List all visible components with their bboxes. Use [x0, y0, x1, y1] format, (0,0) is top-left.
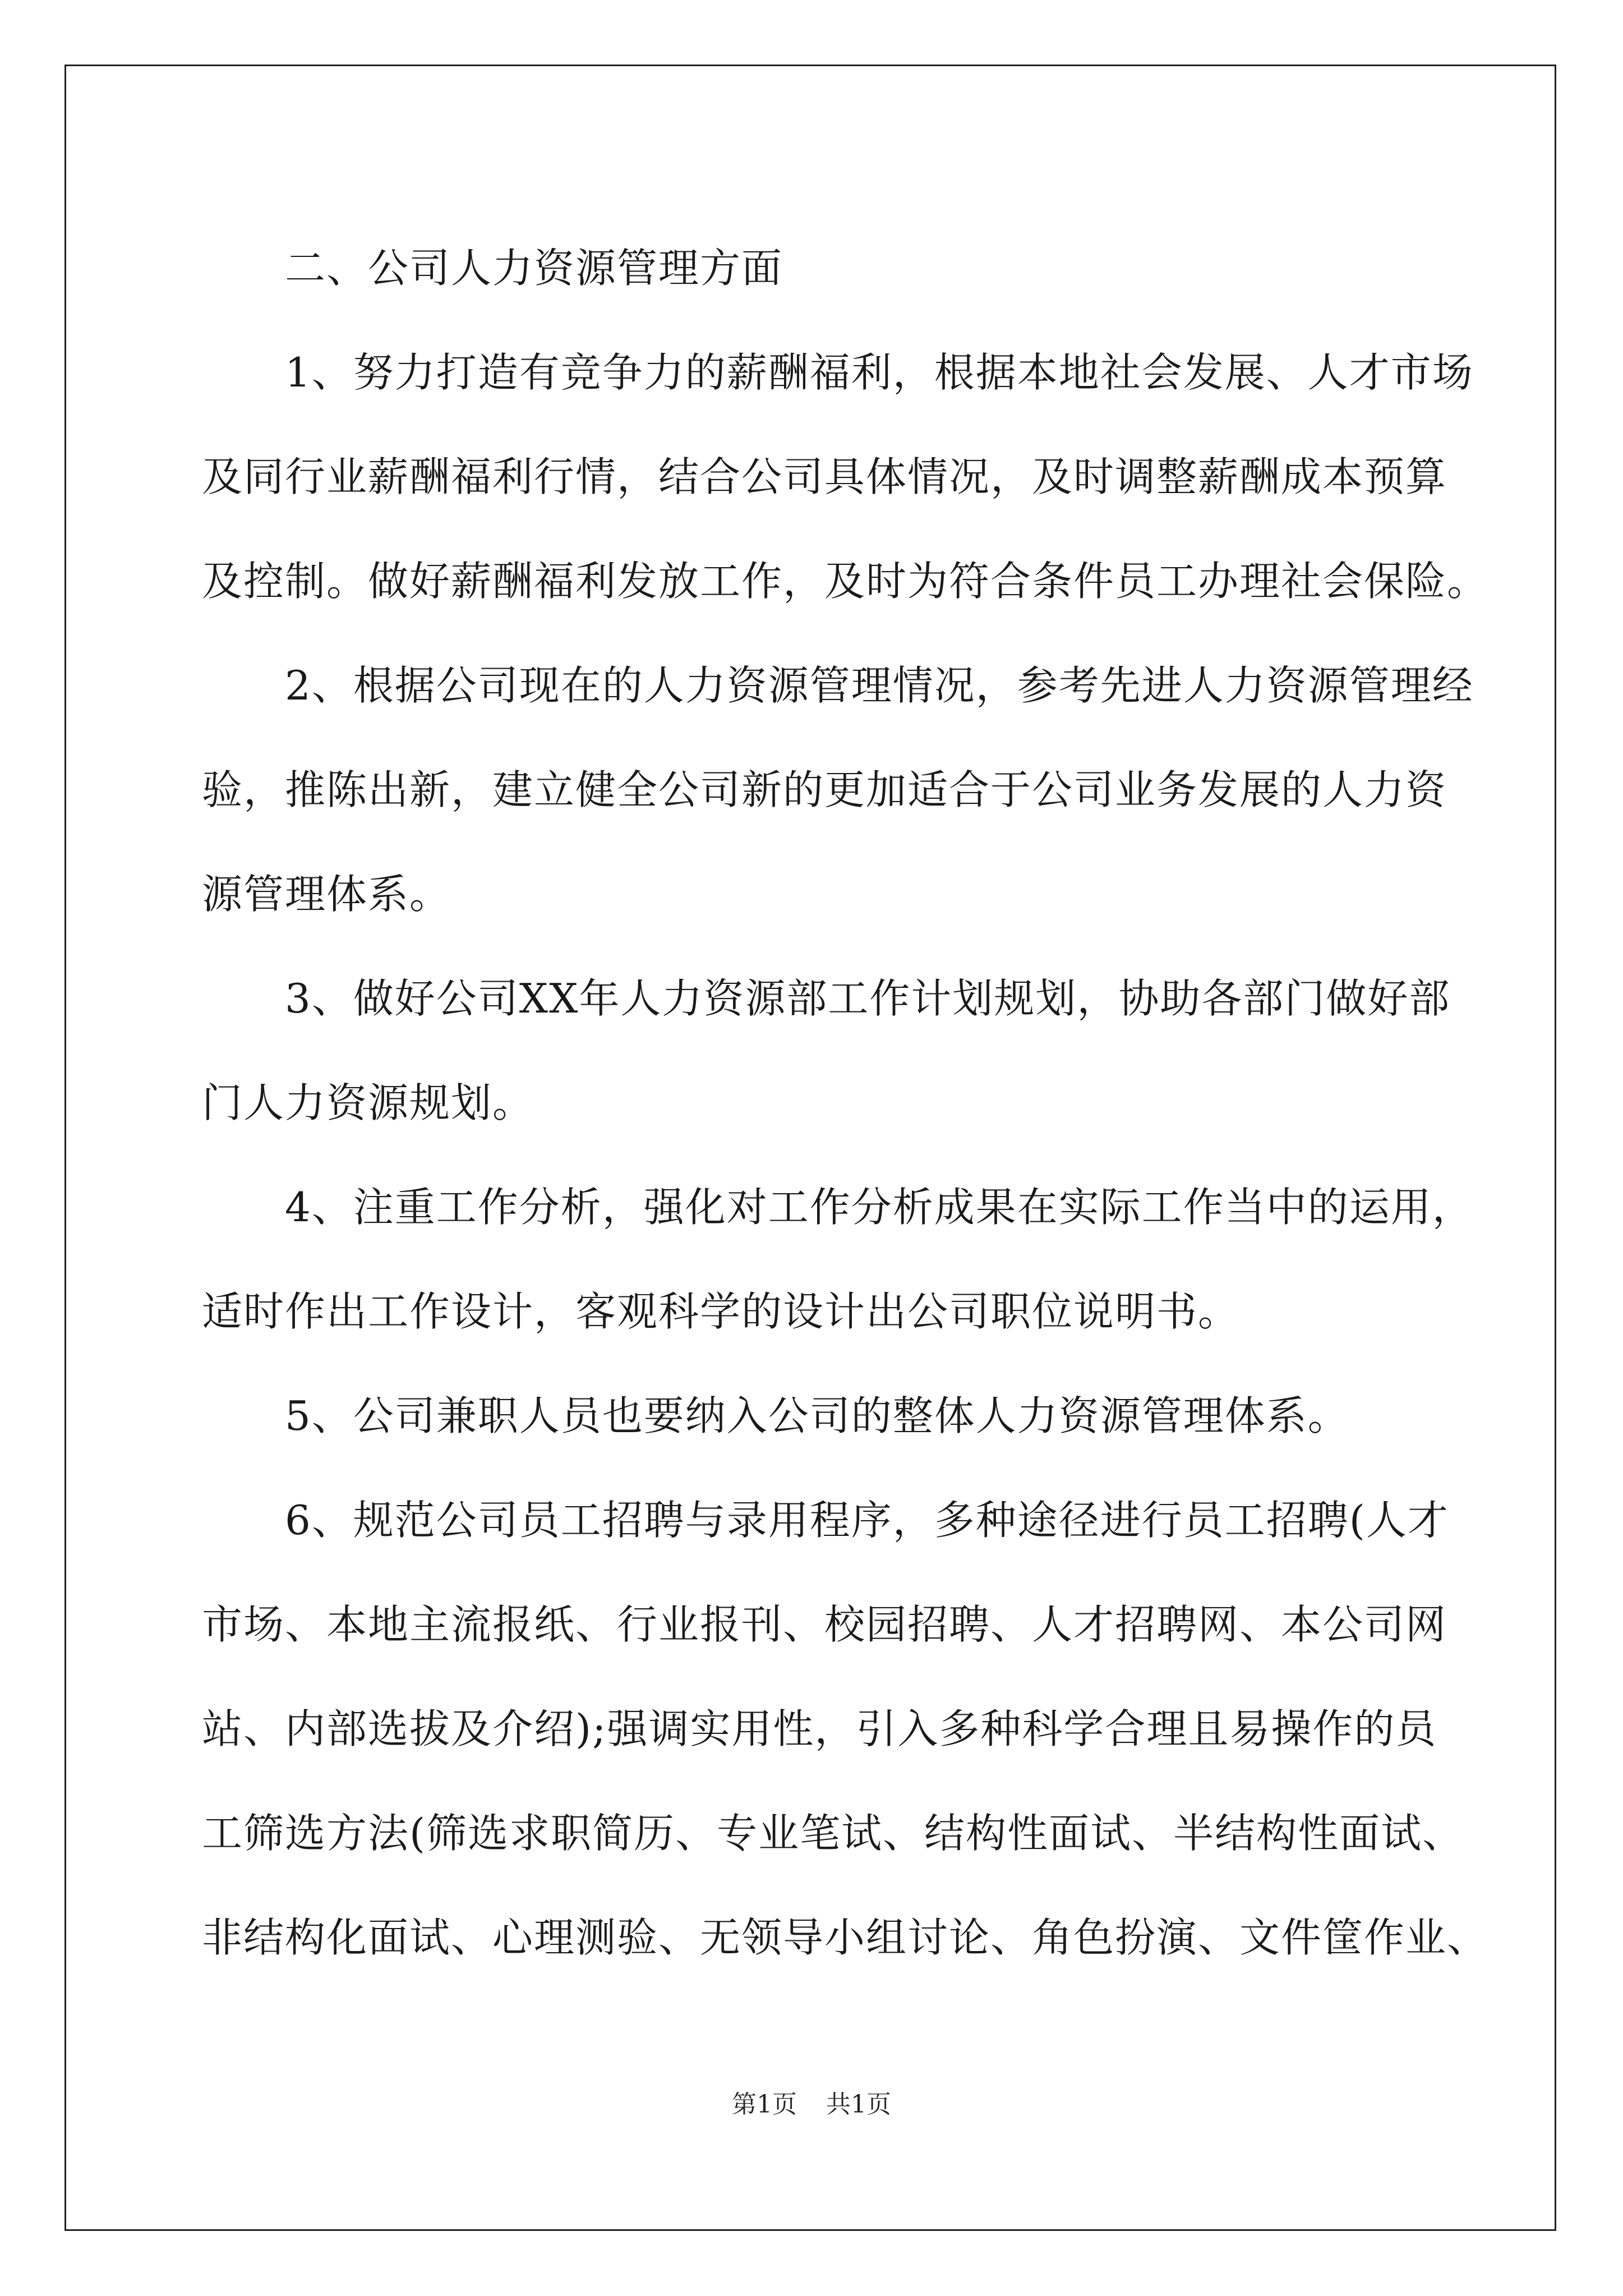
paragraph-2-line-3: 源管理体系。: [202, 871, 451, 918]
paragraph-2-line-2: 验，推陈出新，建立健全公司新的更加适合于公司业务发展的人力资: [202, 766, 1447, 813]
paragraph-6-line-3: 站、内部选拔及介绍);强调实用性，引入多种科学合理且易操作的员: [202, 1705, 1437, 1752]
paragraph-6-line-1: 6、规范公司员工招聘与录用程序，多种途径进行员工招聘(人才: [285, 1497, 1449, 1544]
page-number-current: 第1页: [732, 2090, 797, 2119]
paragraph-3-line-1: 3、做好公司XX年人力资源部工作计划规划，协助各部门做好部: [285, 975, 1451, 1022]
paragraph-3-line-2: 门人力资源规划。: [202, 1079, 534, 1126]
paragraph-6-line-5: 非结构化面试、心理测验、无领导小组讨论、角色扮演、文件筐作业、: [202, 1914, 1489, 1961]
paragraph-5-line-1: 5、公司兼职人员也要纳入公司的整体人力资源管理体系。: [285, 1392, 1349, 1439]
paragraph-1-line-1: 1、努力打造有竞争力的薪酬福利，根据本地社会发展、人才市场: [285, 349, 1474, 396]
paragraph-1-line-3: 及控制。做好薪酬福利发放工作，及时为符合条件员工办理社会保险。: [202, 558, 1489, 605]
page-number-total: 共1页: [826, 2090, 891, 2119]
paragraph-1-line-2: 及同行业薪酬福利行情，结合公司具体情况，及时调整薪酬成本预算: [202, 453, 1447, 500]
paragraph-6-line-4: 工筛选方法(筛选求职简历、专业笔试、结构性面试、半结构性面试、: [202, 1810, 1464, 1857]
paragraph-6-line-2: 市场、本地主流报纸、行业报刊、校园招聘、人才招聘网、本公司网: [202, 1601, 1447, 1648]
document-body: [202, 216, 1489, 1990]
paragraph-2-line-1: 2、根据公司现在的人力资源管理情况，参考先进人力资源管理经: [285, 662, 1474, 709]
paragraph-4-line-2: 适时作出工作设计，客观科学的设计出公司职位说明书。: [202, 1288, 1240, 1335]
section-heading: 二、公司人力资源管理方面: [285, 245, 783, 292]
page-footer: [0, 2088, 1623, 2122]
paragraph-4-line-1: 4、注重工作分析，强化对工作分析成果在实际工作当中的运用，: [285, 1184, 1474, 1231]
